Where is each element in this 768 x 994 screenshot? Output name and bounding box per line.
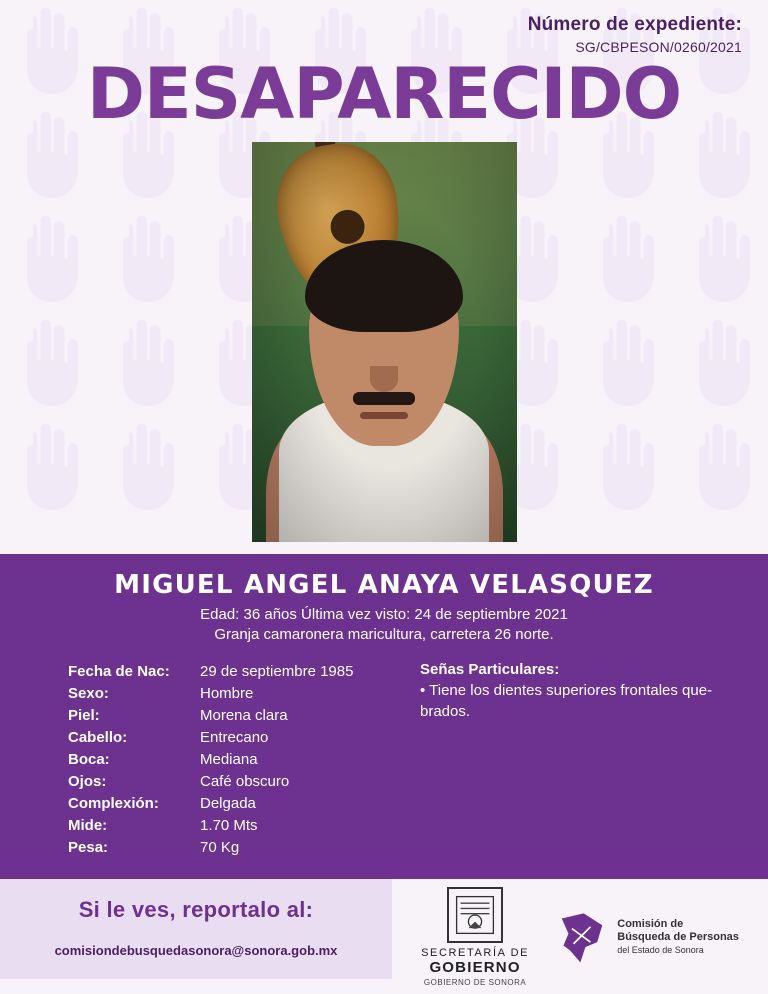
detail-key: Pesa:	[68, 838, 109, 856]
comision-line2: Búsqueda de Personas	[617, 930, 739, 943]
detail-key: Fecha de Nac:	[68, 662, 170, 680]
detail-row	[68, 661, 408, 683]
detail-key: Cabello:	[68, 728, 128, 746]
file-number-value: SG/CBPESON/0260/2021	[575, 39, 742, 55]
footer	[0, 879, 768, 994]
detail-key: Complexión:	[68, 794, 159, 812]
detail-key: Boca:	[68, 750, 110, 768]
comision-line3: del Estado de Sonora	[617, 944, 704, 955]
info-band	[0, 554, 768, 879]
detail-value: Delgada	[200, 794, 256, 812]
comision-text	[617, 918, 739, 956]
marks-title: Señas Particulares:	[420, 660, 560, 678]
gobierno-logo	[421, 887, 529, 987]
detail-value: Mediana	[200, 750, 258, 768]
detail-key: Mide:	[68, 816, 108, 834]
gobierno-line1: SECRETARÍA DE	[421, 946, 530, 959]
detail-key: Ojos:	[68, 772, 107, 790]
detail-row	[68, 815, 408, 837]
detail-row	[68, 683, 408, 705]
person-photo	[252, 142, 517, 542]
marks-text: • Tiene los dientes superiores frontales que-brados.	[420, 681, 713, 720]
comision-line1: Comisión de	[617, 917, 684, 930]
detail-key: Sexo:	[68, 684, 109, 702]
comision-logo	[555, 909, 739, 965]
detail-value: Entrecano	[200, 728, 269, 746]
gobierno-line2: GOBIERNO	[429, 958, 521, 976]
report-panel	[0, 879, 392, 979]
detail-value: Café obscuro	[200, 772, 290, 790]
details-columns	[0, 661, 768, 859]
person-name: MIGUEL ANGEL ANAYA VELASQUEZ	[114, 569, 654, 600]
detail-row	[68, 771, 408, 793]
file-number-label: Número de expediente:	[527, 14, 742, 35]
detail-value: 29 de septiembre 1985	[200, 662, 354, 680]
report-title: Si le ves, reportalo al:	[78, 896, 314, 922]
detail-value: 70 Kg	[200, 838, 240, 856]
photo-vignette	[252, 142, 517, 542]
file-number-block	[0, 0, 768, 55]
footer-logos	[392, 879, 768, 987]
details-list	[68, 661, 408, 859]
detail-row	[68, 727, 408, 749]
gobierno-line3: GOBIERNO DE SONORA	[423, 977, 527, 987]
detail-value: 1.70 Mts	[200, 816, 258, 834]
detail-row	[68, 749, 408, 771]
page-title: DESAPARECIDO	[86, 53, 682, 135]
age-and-last-seen: Edad: 36 años Última vez visto: 24 de septiembre 2021	[200, 605, 568, 623]
distinguishing-marks	[408, 661, 742, 859]
detail-key: Piel:	[68, 706, 100, 724]
detail-row	[68, 837, 408, 859]
sonora-map-icon	[555, 909, 609, 965]
detail-row	[68, 793, 408, 815]
state-seal-icon	[447, 887, 503, 943]
detail-value: Morena clara	[200, 706, 288, 724]
report-email[interactable]: comisiondebusquedasonora@sonora.gob.mx	[54, 942, 338, 958]
detail-row	[68, 705, 408, 727]
detail-value: Hombre	[200, 684, 254, 702]
last-seen-place: Granja camaronera maricultura, carretera 26 norte.	[214, 625, 554, 643]
